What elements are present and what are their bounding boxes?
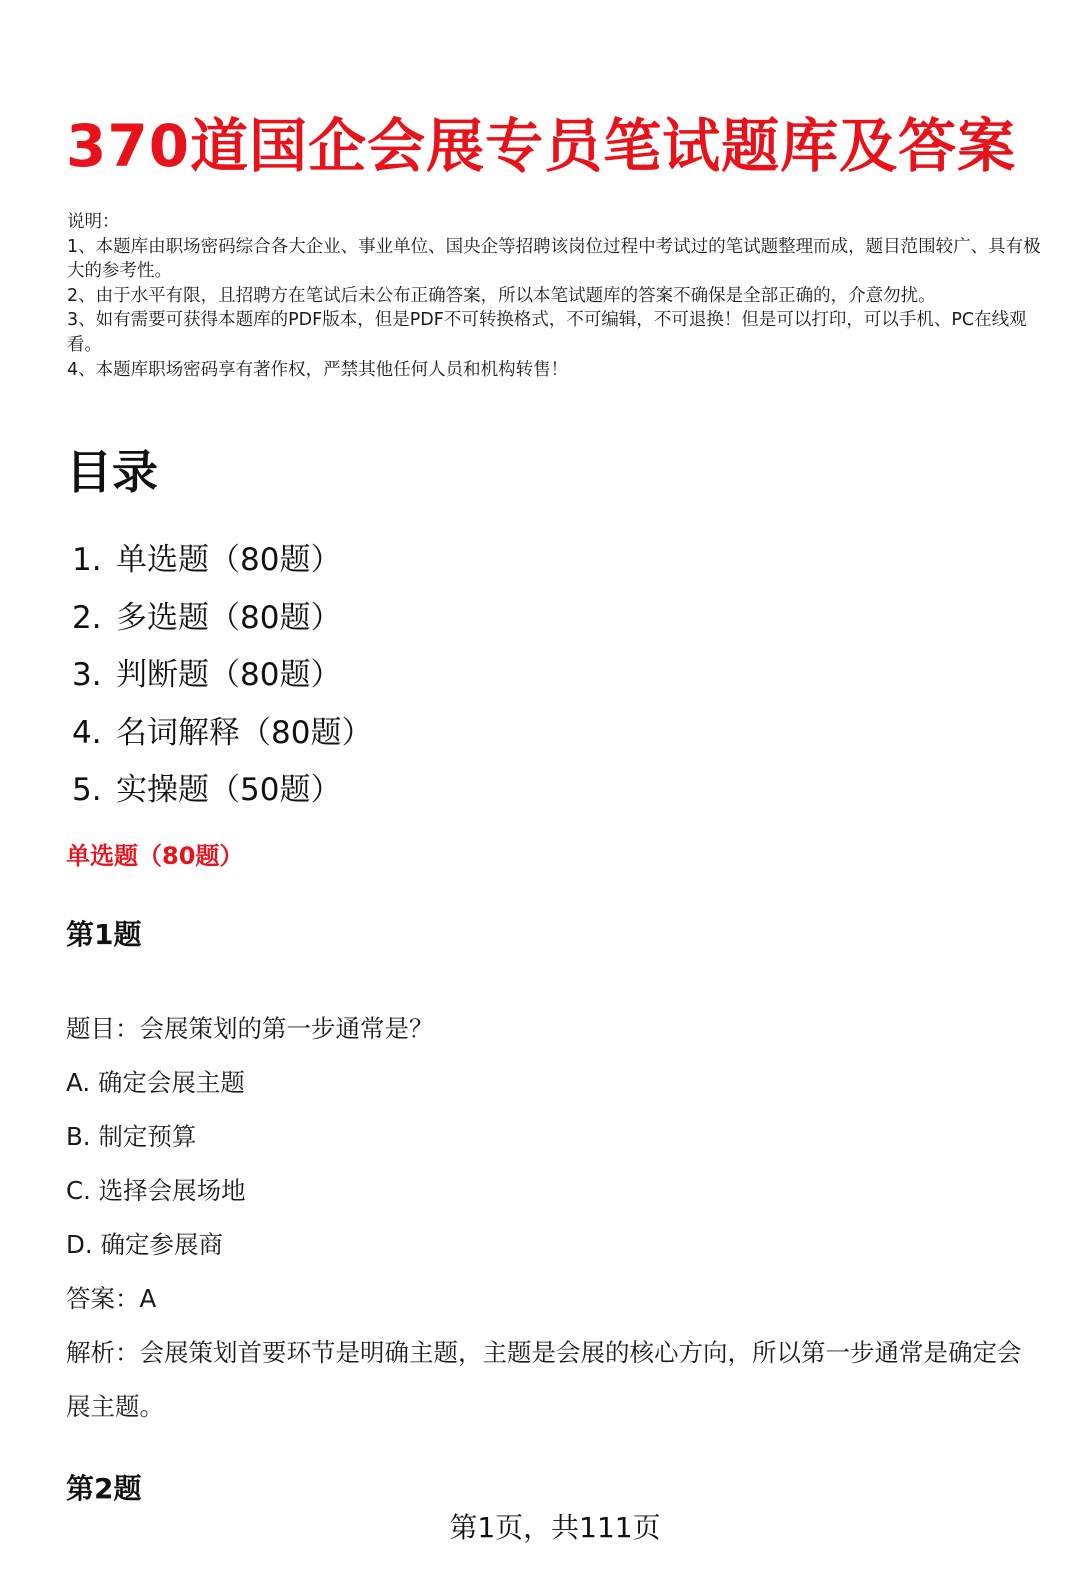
question-1 bbox=[66, 1002, 1041, 1434]
table-of-contents bbox=[72, 532, 372, 820]
toc-item-label: 实操题（50题） bbox=[116, 772, 342, 808]
note-item-1: 1、本题库由职场密码综合各大企业、事业单位、国央企等招聘该岗位过程中考试过的笔试题整理而成，题目范围较广、具有极大的参考性。 bbox=[67, 236, 1041, 282]
notes-heading: 说明： bbox=[67, 212, 120, 232]
toc-item-number: 2. bbox=[72, 599, 102, 636]
toc-item-number: 4. bbox=[72, 714, 102, 751]
question-2-heading: 第2题 bbox=[66, 1472, 142, 1505]
toc-heading: 目录 bbox=[66, 445, 158, 499]
document-title: 370道国企会展专员笔试题库及答案 bbox=[66, 112, 1017, 180]
toc-item-single-choice[interactable] bbox=[72, 532, 372, 590]
option-b: B. 制定预算 bbox=[66, 1122, 197, 1151]
option-a: A. 确定会展主题 bbox=[66, 1068, 245, 1097]
toc-item-number: 5. bbox=[72, 772, 102, 808]
toc-item-label: 判断题（80题） bbox=[116, 657, 342, 693]
section-heading-single-choice: 单选题（80题） bbox=[66, 842, 244, 870]
note-item-4: 4、本题库职场密码享有著作权，严禁其他任何人员和机构转售！ bbox=[67, 359, 569, 380]
option-c: C. 选择会展场地 bbox=[66, 1176, 246, 1205]
notes-block bbox=[67, 210, 1052, 382]
note-item-2: 2、由于水平有限，且招聘方在笔试后未公布正确答案，所以本笔试题库的答案不确保是全部正确的，介意勿扰。 bbox=[67, 285, 936, 306]
note-item-3: 3、如有需要可获得本题库的PDF版本，但是PDF不可转换格式，不可编辑，不可退换！但是可以打印，可以手机、PC在线观看。 bbox=[67, 310, 1027, 355]
toc-item-label: 单选题（80题） bbox=[116, 542, 342, 578]
toc-item-practical[interactable] bbox=[72, 762, 372, 820]
toc-item-true-false[interactable] bbox=[72, 647, 372, 705]
toc-item-term-definition[interactable] bbox=[72, 705, 372, 763]
page-indicator: 第1页，共111页 bbox=[449, 1511, 661, 1544]
toc-item-label: 多选题（80题） bbox=[116, 599, 342, 636]
toc-item-number: 1. bbox=[72, 542, 102, 578]
question-analysis: 解析：会展策划首要环节是明确主题，主题是会展的核心方向，所以第一步通常是确定会展主题。 bbox=[66, 1338, 1022, 1421]
option-d: D. 确定参展商 bbox=[66, 1230, 223, 1259]
toc-item-multiple-choice[interactable] bbox=[72, 590, 372, 648]
toc-item-number: 3. bbox=[72, 657, 102, 693]
question-prompt: 题目：会展策划的第一步通常是？ bbox=[66, 1014, 434, 1043]
question-1-heading: 第1题 bbox=[66, 918, 142, 951]
toc-item-label: 名词解释（80题） bbox=[116, 714, 373, 751]
question-answer: 答案：A bbox=[66, 1284, 157, 1313]
